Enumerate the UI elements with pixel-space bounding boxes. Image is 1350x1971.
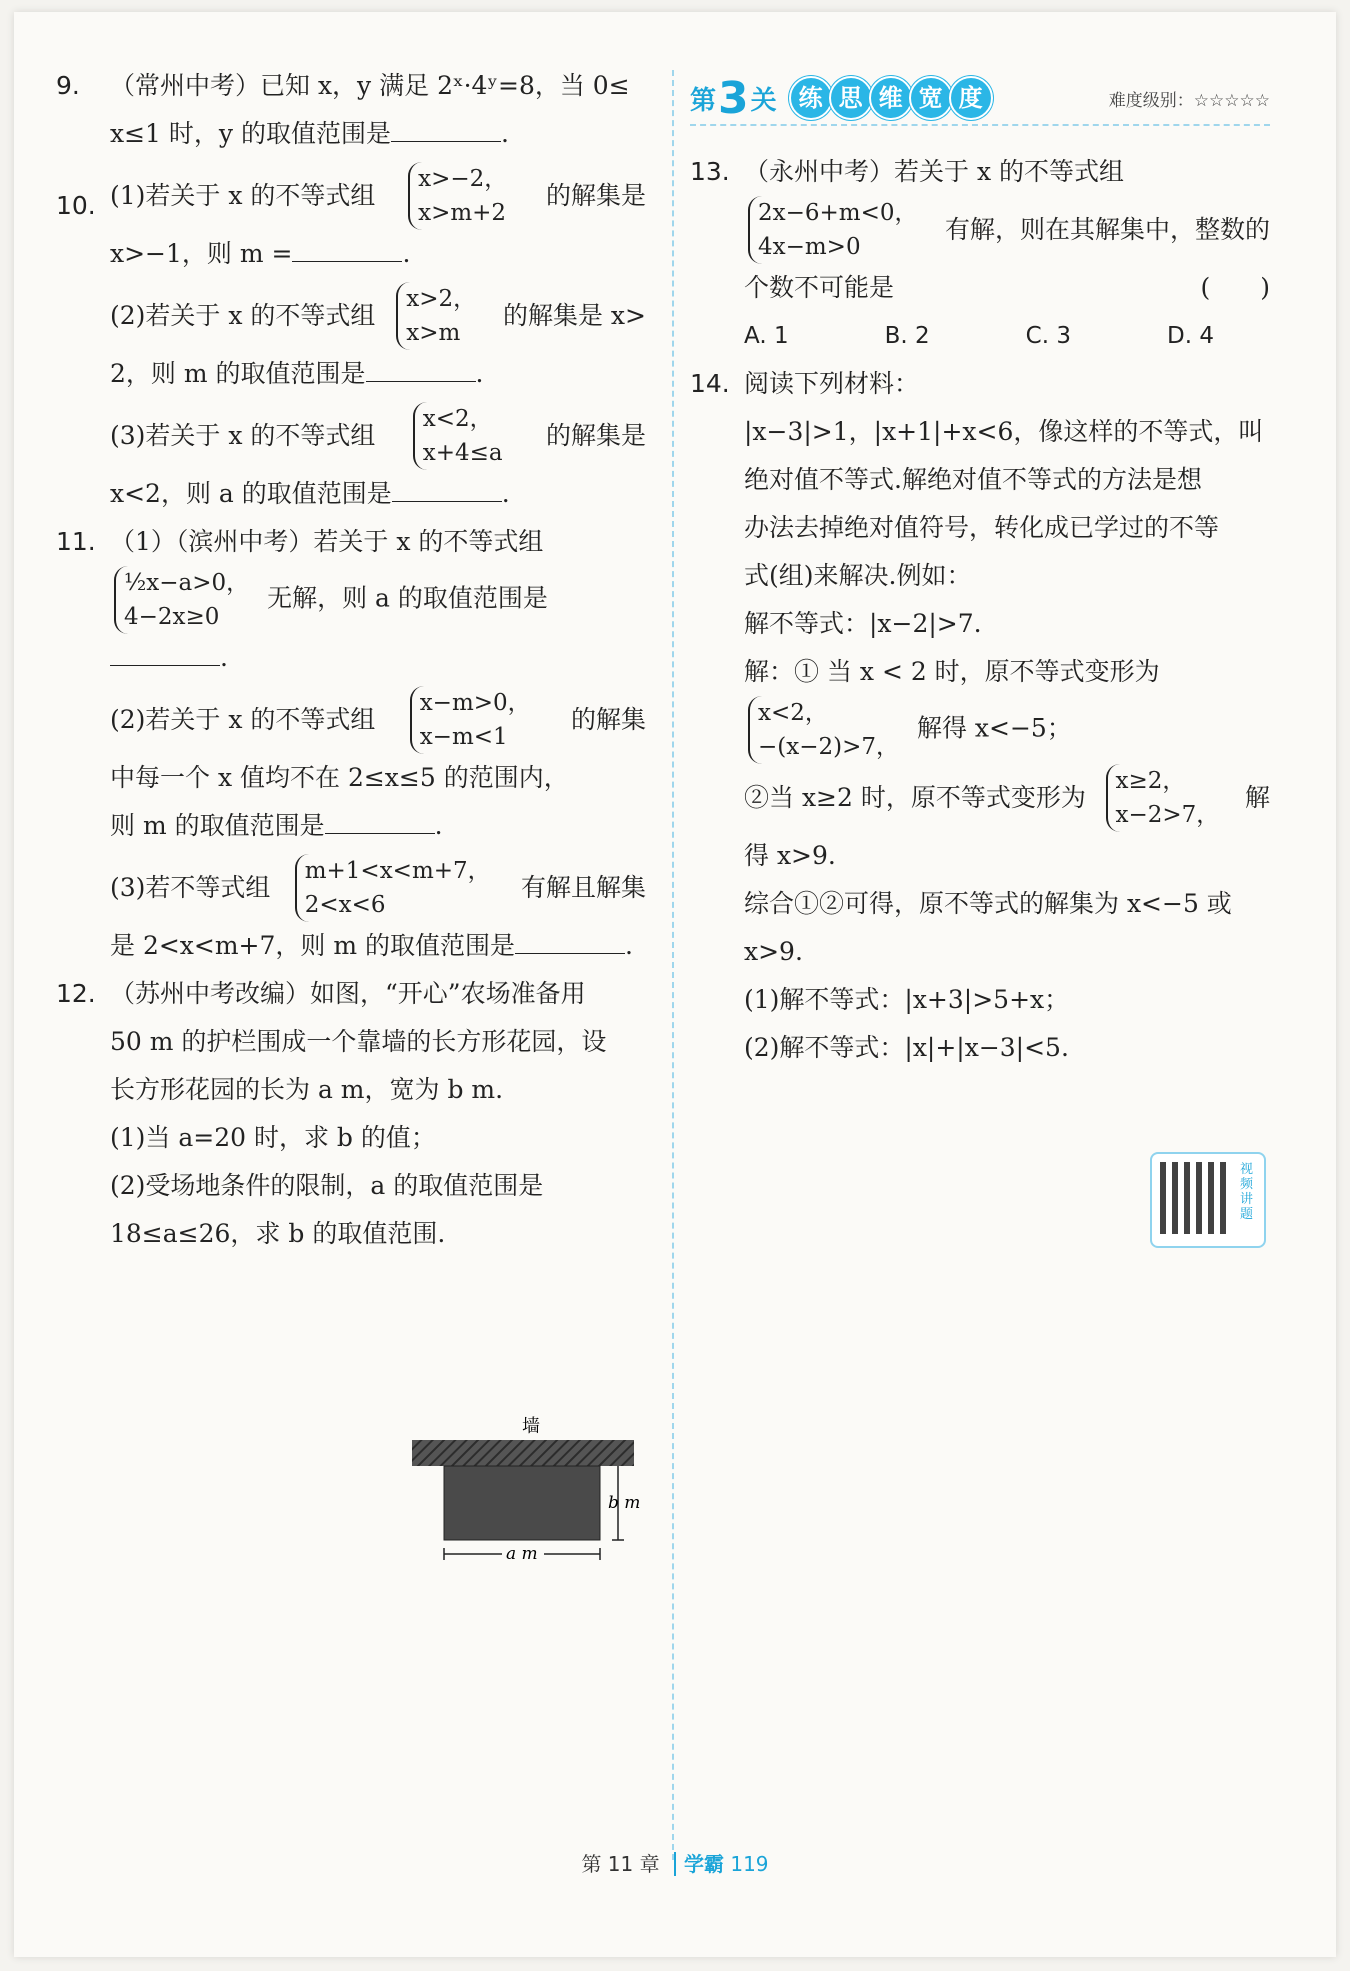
inequality-system [748,196,924,264]
right-column [690,148,1270,1072]
question-number: 11. [56,527,96,556]
header-di: 第 [690,85,717,116]
title-char: 思 [829,76,873,120]
header-guan: 关 [750,85,777,116]
qr-label: 视频讲题 [1240,1162,1254,1222]
answer-blank[interactable] [392,475,502,502]
answer-blank[interactable] [391,115,501,142]
system-line: x>m [406,320,461,346]
inequality-system [1106,764,1226,832]
choice-a[interactable]: A. 1 [744,323,789,349]
answer-blank[interactable] [515,927,625,954]
section-header [690,72,1270,124]
wall-label: 墙 [522,1416,540,1437]
q13-line: （永州中考）若关于 x 的不等式组 [744,157,1124,186]
q13-line: 有解，则在其解集中，整数的 [944,215,1270,244]
system-line: x−m>0， [419,690,531,716]
q10-p3-text3: x<2，则 a 的取值范围是 [110,479,392,508]
choice-b[interactable]: B. 2 [884,323,930,349]
q11-p2-text4: 则 m 的取值范围是 [110,811,325,840]
title-char: 度 [949,76,993,120]
q14-line: 解不等式：|x−2|>7. [744,609,982,638]
q10-p1-text3: x>−1，则 m = [110,239,293,268]
q9-line1: （常州中考）已知 x，y 满足 2ˣ·4ʸ=8，当 0≤ [110,71,630,100]
q11-p1-text2: 无解，则 a 的取值范围是 [267,583,548,613]
q10-p3-text2: 的解集是 [545,421,646,450]
footer-chapter: 第 11 章 [581,1852,660,1876]
inequality-system [114,566,255,634]
system-line: 2x−6+m<0， [758,200,918,226]
q10-p3-text: (3)若关于 x 的不等式组 [110,421,376,450]
b-label: b m [608,1493,641,1513]
q14-line: 得 x>9. [744,841,836,870]
q10-p1-text2: 的解集是 [545,181,646,210]
system-line: x<2， [422,406,493,432]
q14-line: 绝对值不等式.解绝对值不等式的方法是想 [744,465,1202,494]
title-char: 练 [789,76,833,120]
header-number: 3 [718,72,749,124]
question-14 [690,360,1270,1072]
system-line: x−m<1 [419,724,508,750]
choices [744,312,1214,360]
q11-p2-text2: 的解集 [570,705,646,734]
answer-paren[interactable]: ( ) [1200,273,1270,302]
q11-p3-text: (3)若不等式组 [110,873,271,902]
q14-line: 阅读下列材料： [744,369,920,398]
garden-figure [412,1414,652,1564]
inequality-system [396,282,482,350]
q12-line: （苏州中考改编）如图，“开心”农场准备用 [110,979,586,1008]
q14-line: x>9. [744,937,803,966]
system-line: −(x−2)>7， [758,734,899,760]
q14-line: 解得 x<−5； [916,713,1072,743]
q13-line: 个数不可能是 [744,273,895,302]
system-line: x>m+2 [418,200,507,226]
q9-end: . [500,119,509,148]
question-number: 9. [56,71,80,100]
q10-p2-text3: 2，则 m 的取值范围是 [110,359,366,388]
q14-line: ②当 x≥2 时，原不等式变形为 [744,783,1086,812]
question-number: 10. [56,191,96,220]
q14-line: 解 [1244,783,1270,812]
answer-blank[interactable] [366,355,476,382]
title-char: 宽 [909,76,953,120]
question-11: 11. （1）（滨州中考）若关于 x 的不等式组 ½x−a>0， 4−2x≥0 无解，则 a 的取值范围是. (2)若关于 x 的不等式组 x−m>0， x−m<1 的解集 中每一个 x 值均不在 2≤x≤5 的范围内， 则 m 的取值范围是 . (3)若不等式组 m+1<x<m+7， 2<x<6 有解且解集 是 2<x<m+7，则 m 的取值范围是 . [56,518,646,970]
question-number: 13. [690,157,730,186]
inequality-system [408,162,513,230]
q9-line2: x≤1 时，y 的取值范围是 [110,119,391,148]
inequality-system [295,854,497,922]
wall-hatch [412,1440,634,1466]
q14-line: (1)解不等式：|x+3|>5+x； [744,985,1070,1014]
q11-p2-text: (2)若关于 x 的不等式组 [110,705,376,734]
question-number: 14. [690,369,730,398]
title-char: 维 [869,76,913,120]
question-number: 12. [56,979,96,1008]
choice-d[interactable]: D. 4 [1167,323,1214,349]
footer-brand: 学霸 [674,1852,724,1876]
q11-p2-text3: 中每一个 x 值均不在 2≤x≤5 的范围内， [110,763,569,792]
page-footer [0,1848,1350,1877]
inequality-system [413,402,509,470]
system-line: ½x−a>0， [124,570,250,596]
q14-line: |x−3|>1，|x+1|+x<6，像这样的不等式，叫 [744,417,1264,446]
q14-line: 综合①②可得，原不等式的解集为 x<−5 或 [744,889,1232,918]
system-line: x≥2， [1115,768,1186,794]
page-number: 119 [730,1852,769,1876]
q10-p2-text2: 的解集是 x> [502,301,646,330]
header-underline [690,124,1270,126]
answer-blank[interactable] [110,639,220,666]
system-line: m+1<x<m+7， [304,858,491,884]
q14-line: 解：① 当 x < 2 时，原不等式变形为 [744,657,1160,686]
question-13 [690,148,1270,360]
answer-blank[interactable] [292,235,402,262]
choice-c[interactable]: C. 3 [1025,323,1071,349]
question-10: 10. (1)若关于 x 的不等式组 x>−2， x>m+2 的解集是 x>−1，则 m = . (2)若关于 x 的不等式组 x>2， x>m 的解集是 x> 2，则 m 的取值范围是 . (3)若关于 x 的不等式组 x<2， x+4≤a 的解集是 x<2，则 a 的取值范围是 . [56,162,646,518]
inequality-system [410,686,537,754]
system-line: x>2， [406,286,477,312]
video-qr-code[interactable] [1150,1152,1266,1248]
a-label: a m [506,1544,538,1564]
q14-line: 式(组)来解决.例如： [744,561,972,590]
system-line: 2<x<6 [304,892,386,918]
q12-line: 18≤a≤26，求 b 的取值范围. [110,1219,446,1248]
q14-line: 办法去掉绝对值符号，转化成已学过的不等 [744,513,1220,542]
difficulty-rating: 难度级别：☆☆☆☆☆ [1108,90,1270,111]
left-column [56,62,646,1564]
q12-line: (2)受场地条件的限制，a 的取值范围是 [110,1171,544,1200]
q12-line: 50 m 的护栏围成一个靠墙的长方形花园，设 [110,1027,607,1056]
question-12 [56,970,646,1258]
q10-p2-text: (2)若关于 x 的不等式组 [110,301,376,330]
system-line: x+4≤a [422,440,503,466]
column-divider [672,70,674,1860]
qr-icon [1160,1162,1232,1234]
q12-line: (1)当 a=20 时，求 b 的值； [110,1123,436,1152]
system-line: 4−2x≥0 [124,604,220,630]
system-line: x>−2， [418,166,508,192]
q14-line: (2)解不等式：|x|+|x−3|<5. [744,1033,1069,1062]
system-line: 4x−m>0 [758,234,861,260]
inequality-system [748,696,905,764]
q11-p1-text: （1）（滨州中考）若关于 x 的不等式组 [110,527,544,556]
garden-rect [444,1466,600,1540]
q12-line: 长方形花园的长为 a m，宽为 b m. [110,1075,504,1104]
header-title [789,76,989,120]
q11-p3-text2: 有解且解集 [520,873,646,902]
q10-p1-text: (1)若关于 x 的不等式组 [110,181,376,210]
q11-p3-text3: 是 2<x<m+7，则 m 的取值范围是 [110,931,516,960]
system-line: x<2， [758,700,828,726]
system-line: x−2>7， [1115,802,1220,828]
answer-blank[interactable] [325,807,435,834]
question-9 [56,62,646,158]
